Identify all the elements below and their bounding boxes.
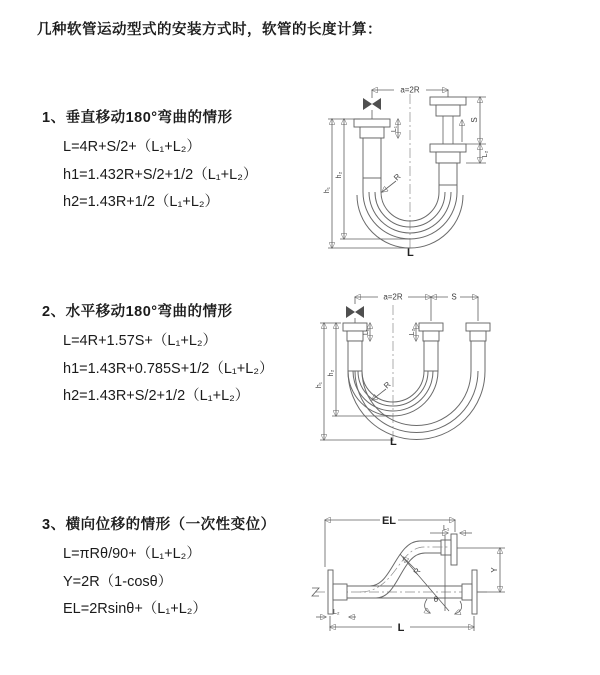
r-label: R [411, 566, 423, 577]
dimension-fitting-l1 [391, 119, 398, 138]
formula-h2: h2=1.43R+1/2（L₁+L₂） [63, 194, 220, 210]
l2-label: L₂ [409, 328, 416, 336]
dimension-fitting-l2 [316, 609, 356, 617]
top-right-flange [441, 534, 457, 565]
section-1-heading: 1、垂直移动180°弯曲的情形 [42, 110, 233, 126]
diagram-horizontal-180-bend [308, 283, 553, 463]
s-label: S [470, 117, 479, 123]
section-1-text [42, 106, 257, 217]
formula-l: L=4R+S/2+（L₁+L₂） [63, 139, 201, 155]
length-label: L [390, 436, 397, 448]
formula-h2: h2=1.43R+S/2+1/2（L₁+L₂） [63, 388, 250, 404]
l2-label: L₂ [333, 609, 340, 616]
r-label: R [392, 172, 403, 183]
h1-label: h₁ [324, 186, 331, 194]
el-label: EL [381, 515, 397, 527]
s-label: S [451, 292, 457, 302]
formula-y: Y=2R（1-cosθ） [63, 573, 173, 590]
right-pipe-fitting [430, 97, 466, 192]
theta-label: θ [433, 595, 439, 604]
length-label: L [407, 247, 414, 259]
left-flange [328, 570, 347, 614]
l1-label: L₁ [363, 328, 370, 336]
center-pipe-fitting [419, 323, 443, 371]
diagram-lateral-displacement [300, 507, 595, 647]
section-3-heading: 3、横向位移的情形（一次性变位） [42, 517, 276, 533]
dimension-length [330, 616, 474, 634]
y-label: Y [490, 567, 499, 573]
formula-h1: h1=1.43R+0.785S+1/2（L₁+L₂） [63, 360, 274, 377]
l2-label: L₂ [482, 150, 489, 158]
l1-label: L₁ [443, 525, 450, 532]
section-2-heading: 2、水平移动180°弯曲的情形 [42, 304, 233, 320]
h2-label: h₂ [336, 171, 343, 179]
page-title: 几种软管运动型式的安装方式时，软管的长度计算： [37, 22, 382, 38]
dimension-stroke-s [466, 97, 486, 144]
formula-el: EL=2Rsinθ+（L₁+L₂） [63, 601, 207, 617]
r-label: R [382, 380, 393, 391]
diagram-vertical-180-bend [310, 72, 560, 262]
radius-callout [382, 172, 403, 192]
l1-label: L₁ [391, 125, 398, 133]
formula-h1: h1=1.432R+S/2+1/2（L₁+L₂） [63, 166, 258, 183]
valve-icon [363, 98, 381, 119]
dimension-fitting-l2 [409, 323, 416, 341]
formula-l: L=πRθ/90+（L₁+L₂） [63, 546, 201, 562]
dimension-fitting-l2 [466, 144, 489, 163]
formula-l: L=4R+1.57S+（L₁+L₂） [63, 333, 218, 349]
h1-label: h₁ [316, 381, 323, 389]
dimension-fitting-l1 [430, 525, 472, 533]
h2-label: h₂ [328, 369, 335, 377]
length-label: L [397, 622, 405, 634]
section-2-text [42, 300, 273, 411]
dimension-stroke-s [431, 293, 478, 322]
bottom-right-flange [462, 570, 477, 614]
span-label: a=2R [383, 292, 403, 302]
valve-icon [346, 306, 364, 323]
moved-pipe-fitting [466, 323, 490, 371]
radius-callout [372, 380, 393, 400]
left-pipe-fitting [354, 119, 390, 192]
hose-s-curve [360, 541, 451, 598]
hose-u-bend-moved [348, 371, 485, 440]
section-3-text [42, 513, 276, 624]
span-label: a=2R [400, 85, 420, 95]
